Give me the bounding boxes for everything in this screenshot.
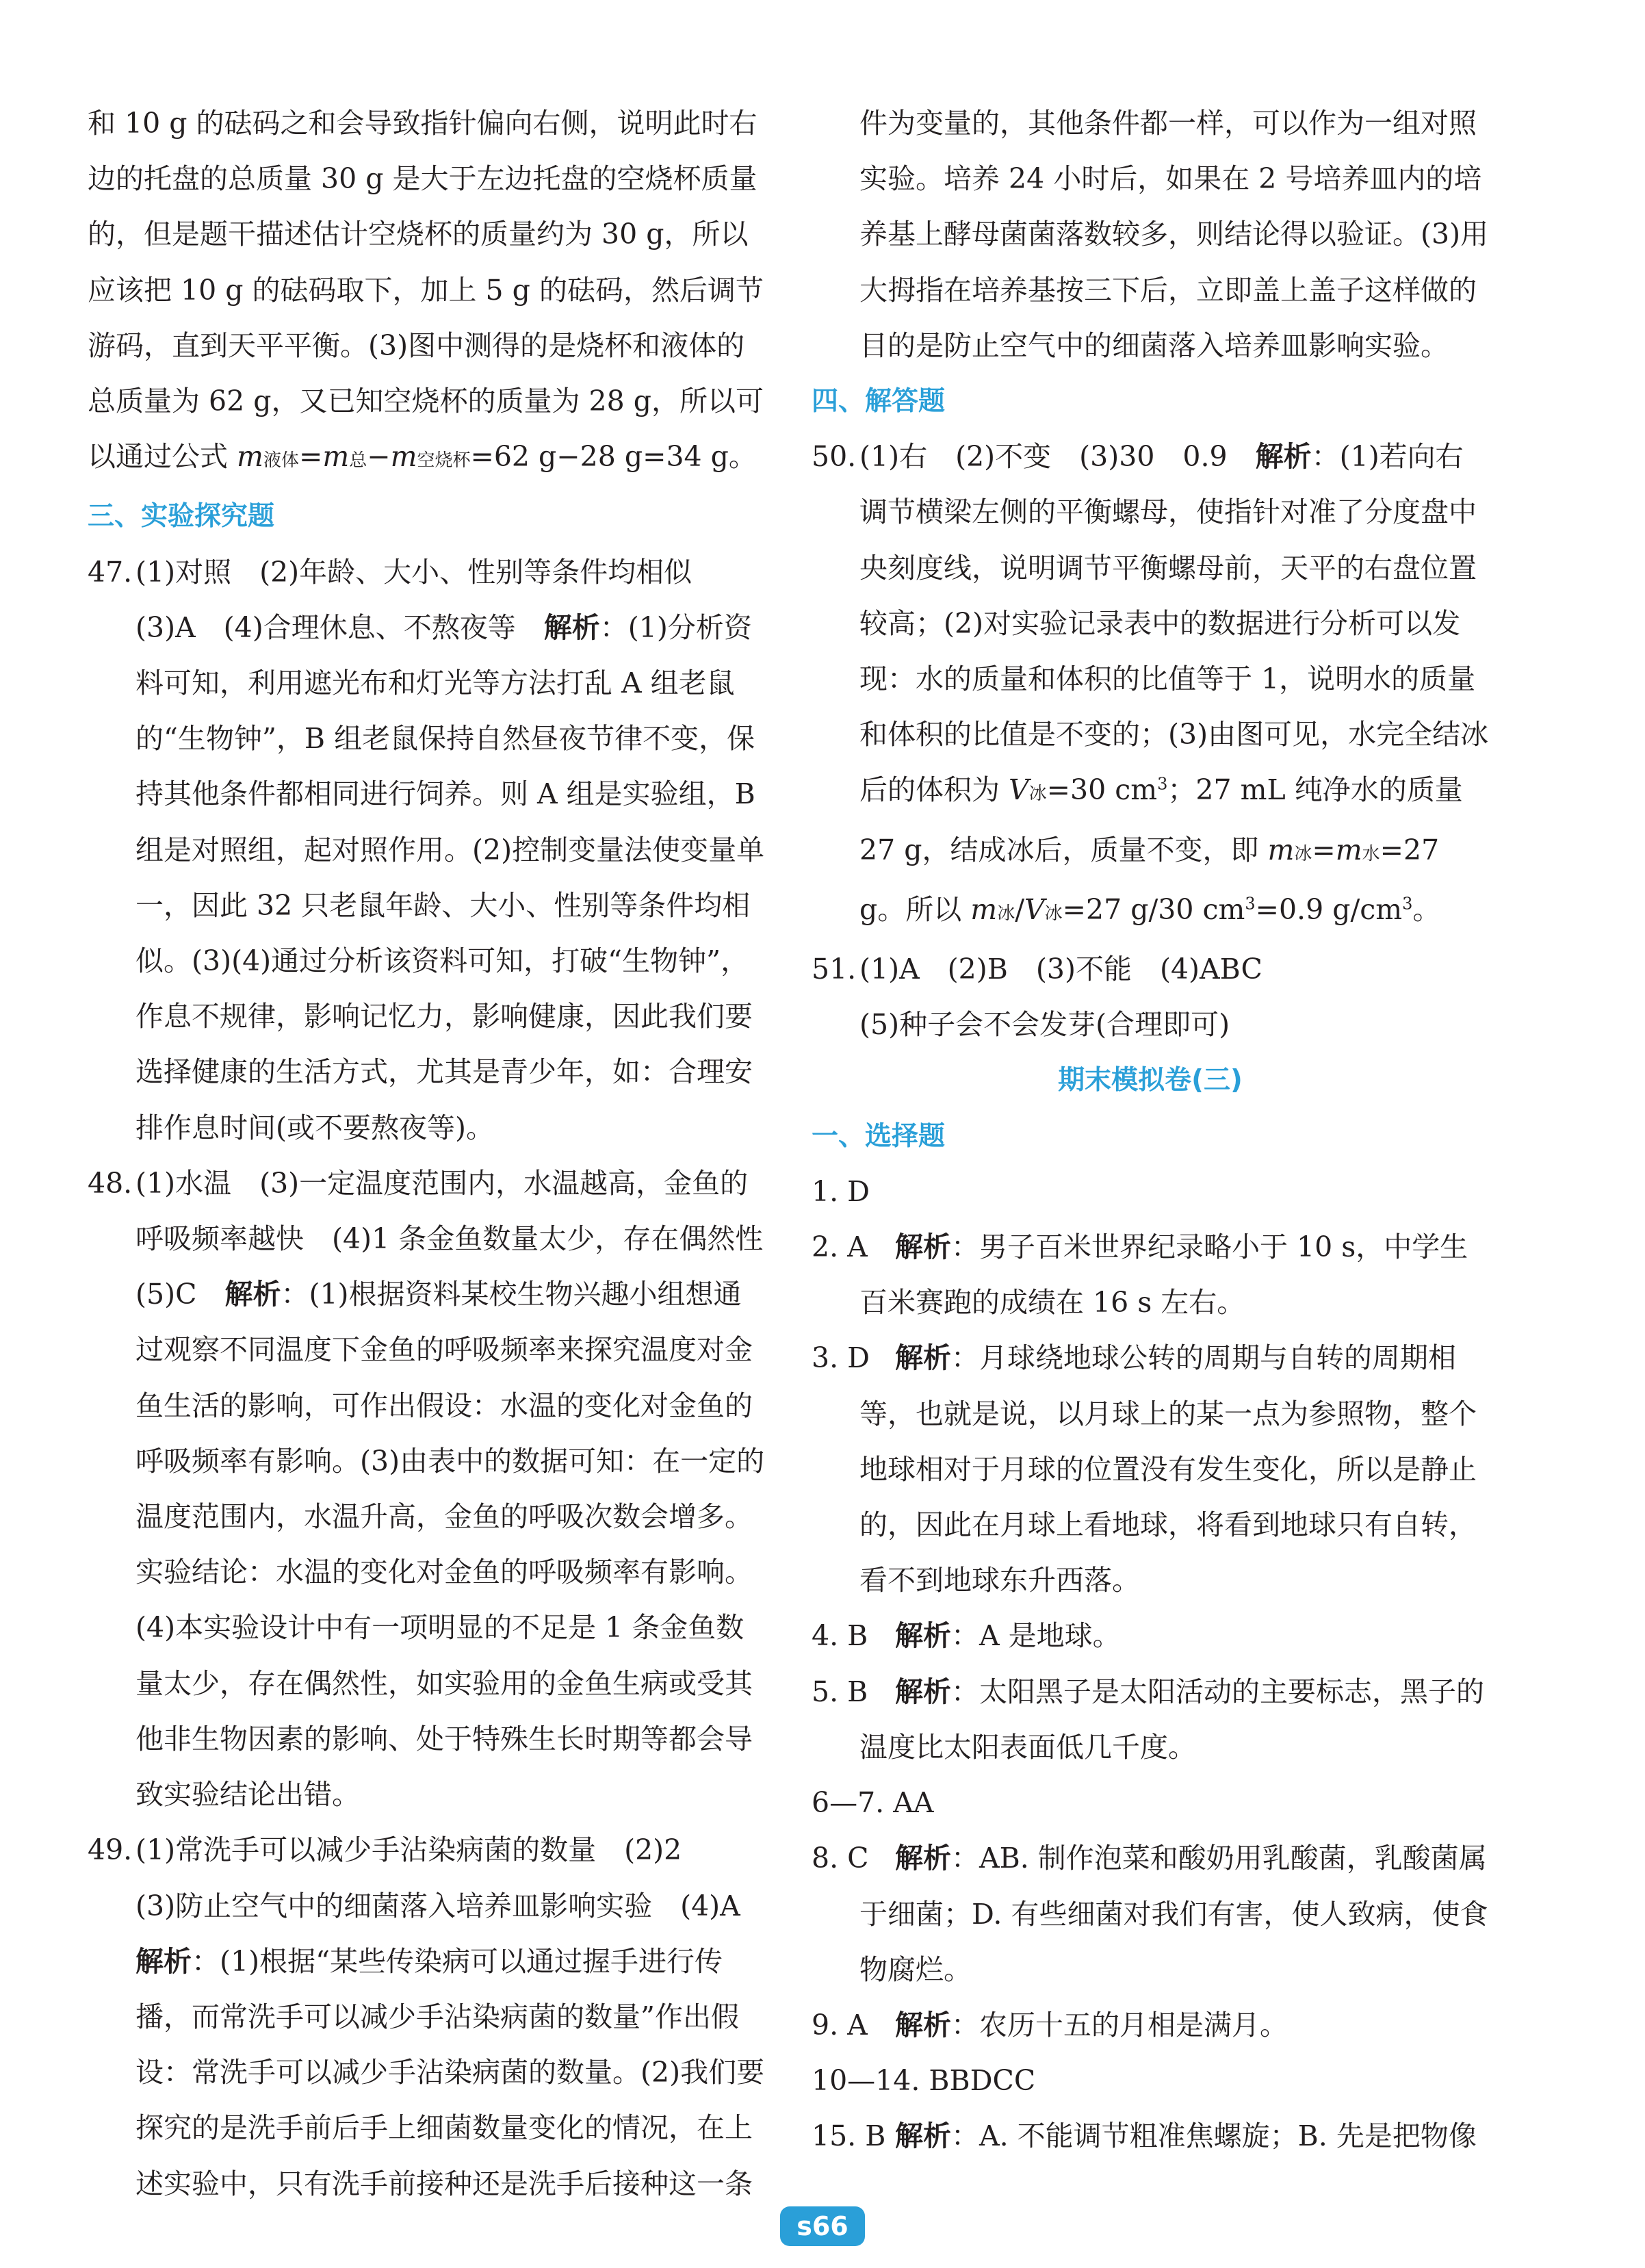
analysis-text: ：太阳黑子是太阳活动的主要标志，黑子的温度比太阳表面低几千度。 <box>859 1675 1484 1764</box>
formula-subscript: 空烧杯 <box>417 450 471 472</box>
analysis-text: ：(1)根据资料某校生物兴趣小组想通过观察不同温度下金鱼的呼吸频率来探究温度对金鱼生活的影响，可作出假设：水温的变化对金鱼的呼吸频率有影响。(3)由表中的数据可知：在一定的温度范围内，水温升高，金鱼的呼吸次数会增多。实验结论：水温的变化对金鱼的呼吸频率有影响。(4)本实验设计中有一项明显的不足是 1 条金鱼数量太少，存在偶然性，如实验用的金鱼生病或受其他非生物因素的影响、处于特殊生长时期等都会导致实验结论出错。 <box>135 1278 765 1812</box>
choice-answer-4 <box>812 1608 1489 1664</box>
formula-symbol: m <box>1267 833 1295 866</box>
answer-text: (1)对照 (2)年龄、大小、性别等条件均相似 <box>135 555 692 589</box>
answer-48 <box>88 1156 765 1267</box>
formula-symbol: m <box>237 440 263 474</box>
formula-subscript: 冰 <box>1294 843 1312 864</box>
analysis-label: 解析 <box>895 1341 951 1375</box>
left-continuation-paragraph <box>88 96 765 489</box>
formula-symbol: m <box>322 440 350 474</box>
formula-superscript: 3 <box>1402 894 1413 914</box>
analysis-label: 解析 <box>1255 440 1312 474</box>
left-column <box>88 96 765 2212</box>
answer-text: (3)A (4)合理休息、不熬夜等 <box>135 610 516 644</box>
analysis-text: ：A 是地球。 <box>951 1619 1121 1653</box>
analysis-label: 解析 <box>895 1619 951 1653</box>
formula-superscript: 3 <box>1157 774 1168 794</box>
analysis-text: ：农历十五的月相是满月。 <box>951 2008 1288 2041</box>
question-number: 47. <box>88 555 133 589</box>
answer-text: (1)水温 (3)一定温度范围内，水温越高，金鱼的呼吸频率越快 (4)1 条金鱼数量太少，存在偶然性 <box>135 1166 764 1256</box>
answer-47-analysis <box>88 600 765 1156</box>
answer-text: (1)右 (2)不变 (3)30 0.9 <box>859 440 1228 474</box>
formula-symbol: V <box>1024 892 1045 926</box>
choice-answer-2 <box>812 1220 1489 1330</box>
section-heading-solutions: 四、解答题 <box>812 386 946 417</box>
section-heading-choice: 一、选择题 <box>812 1120 946 1152</box>
analysis-text: ：(1)分析资料可知，利用遮光布和灯光等方法打乱 A 组老鼠的“生物钟”，B 组老鼠保持自然昼夜节律不变，保持其他条件都相同进行饲养。则 A 组是实验组，B 组是对照组，起对照作用。(2)控制变量法使变量单一，因此 32 只老鼠年龄、大小、性别等条件均相似。(3)(4)通过分析该资料可知，打破“生物钟”，作息不规律，影响记忆力，影响健康，因此我们要选择健康的生活方式，尤其是青少年，如：合理安排作息时间(或不要熬夜等)。 <box>135 610 765 1144</box>
analysis-label: 解析 <box>895 2008 951 2041</box>
paragraph-text: 和 10 g 的砝码之和会导致指针偏向右侧，说明此时右边的托盘的总质量 30 g 是大于左边托盘的空烧杯质量的，但是题干描述估计空烧杯的质量约为 30 g，所以应该把 10 g 的砝码取下，加上 5 g 的砝码，然后调节游码，直到天平平衡。(3)图中测得的是烧杯和液体的总质量为 62 g，又已知空烧杯的质量为 28 g，所以可以通过公式 <box>88 107 764 474</box>
analysis-label: 解析 <box>895 1675 951 1708</box>
question-number: 48. <box>88 1166 133 1200</box>
answer-text: (1)A (2)B (3)不能 (4)ABC <box>859 953 1262 986</box>
analysis-label: 解析 <box>895 1230 951 1264</box>
answer-49 <box>88 1822 765 1878</box>
answer-text: (3)防止空气中的细菌落入培养皿影响实验 (4)A <box>135 1889 740 1922</box>
analysis-label: 解析 <box>895 2119 951 2153</box>
formula-operator: − <box>367 440 391 474</box>
formula-symbol: V <box>1009 773 1029 807</box>
choice-number: 9. A <box>812 2008 868 2041</box>
analysis-text: ；27 mL 纯净水的质量 27 g，结成冰后，质量不变，即 <box>859 773 1463 866</box>
answer-48-analysis <box>88 1267 765 1822</box>
analysis-label: 解析 <box>135 1944 192 1978</box>
formula-text: =30 cm <box>1046 773 1158 807</box>
formula-symbol: m <box>970 892 998 926</box>
formula-superscript: 3 <box>1245 894 1256 914</box>
analysis-text: ：(1)根据“某些传染病可以通过握手进行传播，而常洗手可以减少手沾染病菌的数量”作出假设：常洗手可以减少手沾染病菌的数量。(2)我们要探究的是洗手前后手上细菌数量变化的情况，在上述实验中，只有洗手前接种还是洗手后接种这一条 <box>135 1944 765 2200</box>
answer-51-part2: (5)种子会不会发芽(合理即可) <box>859 1008 1230 1042</box>
section-heading-experiment: 三、实验探究题 <box>88 501 275 532</box>
choice-number: 4. B <box>812 1619 868 1653</box>
formula-subscript: 冰 <box>997 903 1015 924</box>
right-column <box>812 96 1489 2165</box>
formula-text: =0.9 g/cm <box>1255 892 1403 926</box>
answer-49-analysis <box>88 1934 765 2212</box>
analysis-label: 解析 <box>224 1278 281 1311</box>
choice-answer-15 <box>812 2109 1489 2164</box>
answer-50 <box>812 429 1489 942</box>
choice-answer-1: 1. D <box>812 1174 870 1208</box>
question-number: 50. <box>812 440 857 474</box>
answer-text: (5)C <box>135 1278 197 1311</box>
formula-subscript: 水 <box>1362 843 1380 864</box>
formula-subscript: 液体 <box>263 450 299 472</box>
formula-result: =62 g−28 g=34 g。 <box>470 440 757 474</box>
choice-number: 15. B <box>812 2119 886 2153</box>
right-continuation-paragraph: 件为变量的，其他条件都一样，可以作为一组对照实验。培养 24 小时后，如果在 2 号培养皿内的培养基上酵母菌菌落数较多，则结论得以验证。(3)用大拇指在培养基按三下后，立即盖上盖子这样做的目的是防止空气中的细菌落入培养皿影响实验。 <box>859 107 1489 362</box>
analysis-text: ：AB. 制作泡菜和酸奶用乳酸菌，乳酸菌属于细菌；D. 有些细菌对我们有害，使人致病，使食物腐烂。 <box>859 1842 1488 1986</box>
choice-number: 2. A <box>812 1230 868 1264</box>
choice-answer-6-7: 6—7. AA <box>812 1786 934 1820</box>
formula-subscript: 冰 <box>1044 903 1063 924</box>
choice-number: 8. C <box>812 1842 869 1875</box>
choice-answer-5 <box>812 1664 1489 1775</box>
choice-answer-3 <box>812 1330 1489 1608</box>
formula-text: =27 g/30 cm <box>1062 892 1245 926</box>
analysis-label: 解析 <box>895 1842 951 1875</box>
choice-number: 3. D <box>812 1341 870 1375</box>
formula-text: 。 <box>1412 892 1441 926</box>
answer-47 <box>88 545 765 600</box>
answer-49-part2 <box>88 1879 765 1934</box>
analysis-text: ：男子百米世界纪录略小于 10 s，中学生百米赛跑的成绩在 16 s 左右。 <box>859 1230 1468 1319</box>
formula-operator: = <box>298 440 323 474</box>
question-number: 49. <box>88 1833 133 1867</box>
choice-answer-9 <box>812 1998 1489 2053</box>
choice-number: 5. B <box>812 1675 868 1708</box>
analysis-text: ：月球绕地球公转的周期与自转的周期相等，也就是说，以月球上的某一点为参照物，整个地球相对于月球的位置没有发生变化，所以是静止的，因此在月球上看地球，将看到地球只有自转，看不到地球东升西落。 <box>859 1341 1477 1597</box>
formula-subscript: 总 <box>349 450 367 472</box>
formula-text: =27 g。所以 <box>859 833 1440 926</box>
formula-operator: / <box>1015 892 1025 926</box>
formula-subscript: 冰 <box>1028 784 1047 805</box>
answer-51 <box>812 942 1489 997</box>
formula-operator: = <box>1312 833 1336 866</box>
formula-symbol: m <box>1335 833 1362 866</box>
analysis-label: 解析 <box>543 610 600 644</box>
exam-title: 期末模拟卷(三) <box>1058 1065 1243 1096</box>
analysis-text: ：(1)若向右调节横梁左侧的平衡螺母，使指针对准了分度盘中央刻度线，说明调节平衡螺母前，天平的右盘位置较高；(2)对实验记录表中的数据进行分析可以发现：水的质量和体积的比值等于 1，说明水的质量和体积的比值是不变的；(3)由图可见，水完全结冰后的体积为 <box>859 440 1489 807</box>
choice-answer-8 <box>812 1831 1489 1998</box>
question-number: 51. <box>812 953 857 986</box>
analysis-text: ：A. 不能调节粗准焦螺旋；B. 先是把物像 <box>951 2119 1477 2153</box>
formula-symbol: m <box>390 440 417 474</box>
choice-answer-10-14: 10—14. BBDCC <box>812 2064 1036 2098</box>
answer-text: (1)常洗手可以减少手沾染病菌的数量 (2)2 <box>135 1833 682 1867</box>
page-number-badge: s66 <box>780 2206 865 2246</box>
